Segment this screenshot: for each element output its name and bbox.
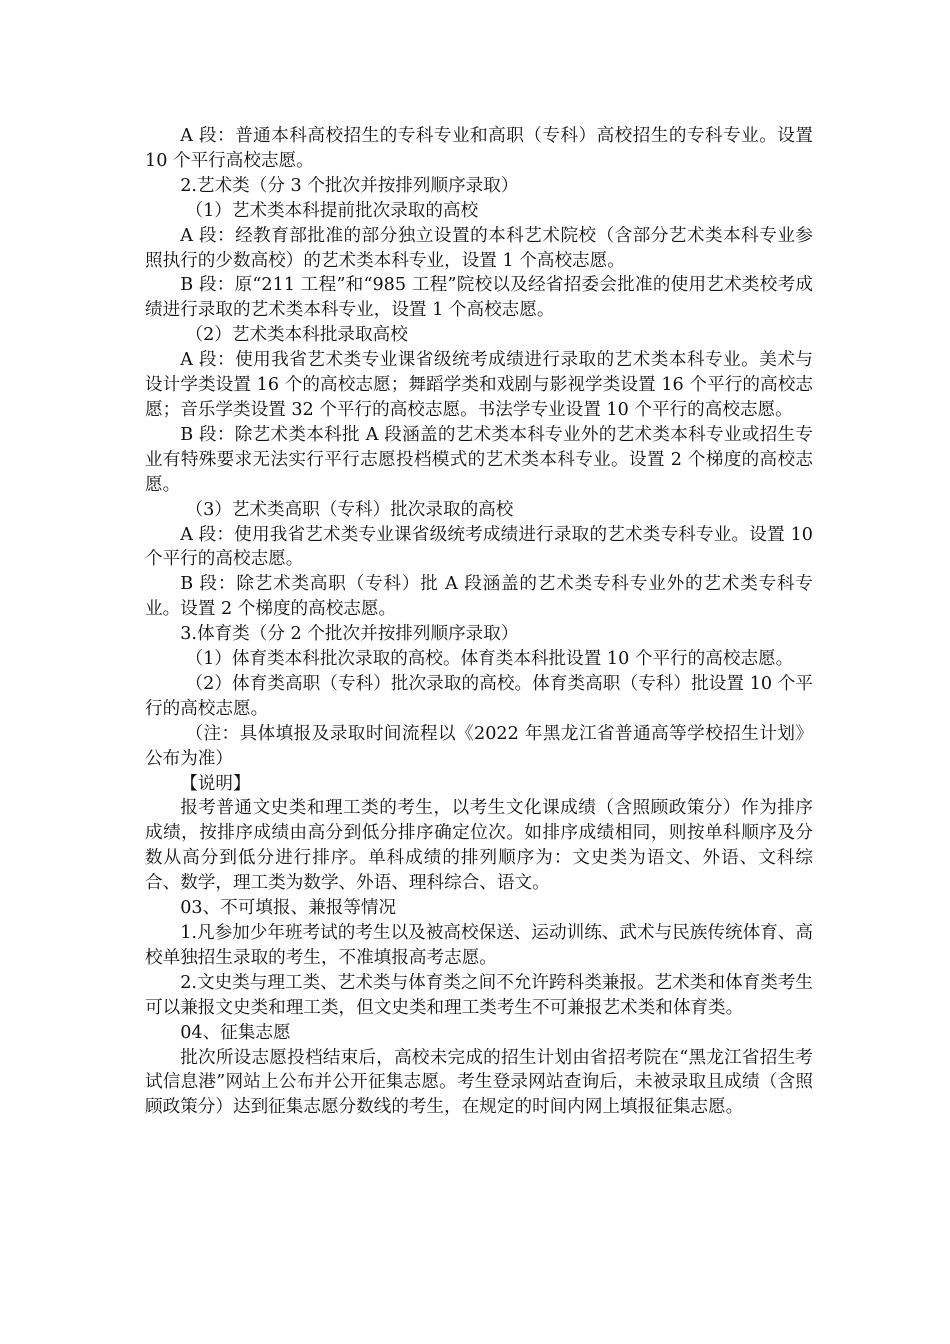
paragraph-restriction-2: 2.文史类与理工类、艺术类与体育类之间不允许跨科类兼报。艺术类和体育类考生可以兼报文史类和理工类，但文史类和理工类考生不可兼报艺术类和体育类。 xyxy=(145,972,813,1018)
paragraph-art-vocational-b: B 段：除艺术类高职（专科）批 A 段涵盖的艺术类专科专业外的艺术类专科专业。设置 2 个梯度的高校志愿。 xyxy=(145,574,813,620)
heading-sports-category: 3.体育类（分 2 个批次并按排列顺序录取） xyxy=(180,624,519,645)
heading-explanation: 【说明】 xyxy=(180,773,251,794)
subheading-art-undergrad: （2）艺术类本科批录取高校 xyxy=(185,325,408,346)
paragraph-a-segment-vocational: A 段：普通本科高校招生的专科专业和高职（专科）高校招生的专科专业。设置 10 个平行高校志愿。 xyxy=(145,126,813,171)
paragraph-art-vocational-a: A 段：使用我省艺术类专业课省级统考成绩进行录取的艺术类专科专业。设置 10 个平行的高校志愿。 xyxy=(145,524,813,570)
paragraph-sports-undergrad: （1）体育类本科批次录取的高校。体育类本科批设置 10 个平行的高校志愿。 xyxy=(185,649,794,670)
subheading-art-undergrad-early: （1）艺术类本科提前批次录取的高校 xyxy=(185,200,479,221)
paragraph-art-undergrad-b: B 段：除艺术类本科批 A 段涵盖的艺术类本科专业外的艺术类本科专业或招生专业有特殊要求无法实行平行志愿投档模式的艺术类本科专业。设置 2 个梯度的高校志愿。 xyxy=(145,424,813,495)
document-body xyxy=(145,124,813,1120)
paragraph-art-undergrad-a: A 段：使用我省艺术类专业课省级统考成绩进行录取的艺术类本科专业。美术与设计学类设置 16 个的高校志愿；舞蹈学类和戏剧与影视学类设置 16 个平行的高校志愿；音乐学类设置 32 个平行的高校志愿。书法学专业设置 10 个平行的高校志愿。 xyxy=(145,350,813,420)
paragraph-note: （注：具体填报及录取时间流程以《2022 年黑龙江省普通高等学校招生计划》公布为准） xyxy=(145,723,813,769)
paragraph-art-early-a: A 段：经教育部批准的部分独立设置的本科艺术院校（含部分艺术类本科专业参照执行的少数高校）的艺术类本科专业，设置 1 个高校志愿。 xyxy=(145,225,813,271)
paragraph-restriction-1: 1.凡参加少年班考试的考生以及被高校保送、运动训练、武术与民族传统体育、高校单独招生录取的考生，不准填报高考志愿。 xyxy=(145,923,813,968)
heading-section-04: 04、征集志愿 xyxy=(180,1022,291,1043)
paragraph-sports-vocational: （2）体育类高职（专科）批次录取的高校。体育类高职（专科）批设置 10 个平行的高校志愿。 xyxy=(145,673,813,719)
paragraph-art-early-b: B 段：原“211 工程”和“985 工程”院校以及经省招委会批准的使用艺术类校考成绩进行录取的艺术类本科专业，设置 1 个高校志愿。 xyxy=(145,275,813,321)
subheading-art-vocational: （3）艺术类高职（专科）批次录取的高校 xyxy=(185,499,514,520)
heading-section-03: 03、不可填报、兼报等情况 xyxy=(180,898,397,919)
paragraph-supplementary-application: 批次所设志愿投档结束后，高校未完成的招生计划由省招考院在“黑龙江省招生考试信息港”网站上公布并公开征集志愿。考生登录网站查询后，未被录取且成绩（含照顾政策分）达到征集志愿分数线的考生，在规定的时间内网上填报征集志愿。 xyxy=(145,1047,813,1118)
paragraph-ranking-rules: 报考普通文史类和理工类的考生，以考生文化课成绩（含照顾政策分）作为排序成绩，按排序成绩由高分到低分排序确定位次。如排序成绩相同，则按单科顺序及分数从高分到低分进行排序。单科成绩的排列顺序为：文史类为语文、外语、文科综合、数学，理工类为数学、外语、理科综合、语文。 xyxy=(145,798,813,894)
heading-art-category: 2.艺术类（分 3 个批次并按排列顺序录取） xyxy=(180,175,519,196)
